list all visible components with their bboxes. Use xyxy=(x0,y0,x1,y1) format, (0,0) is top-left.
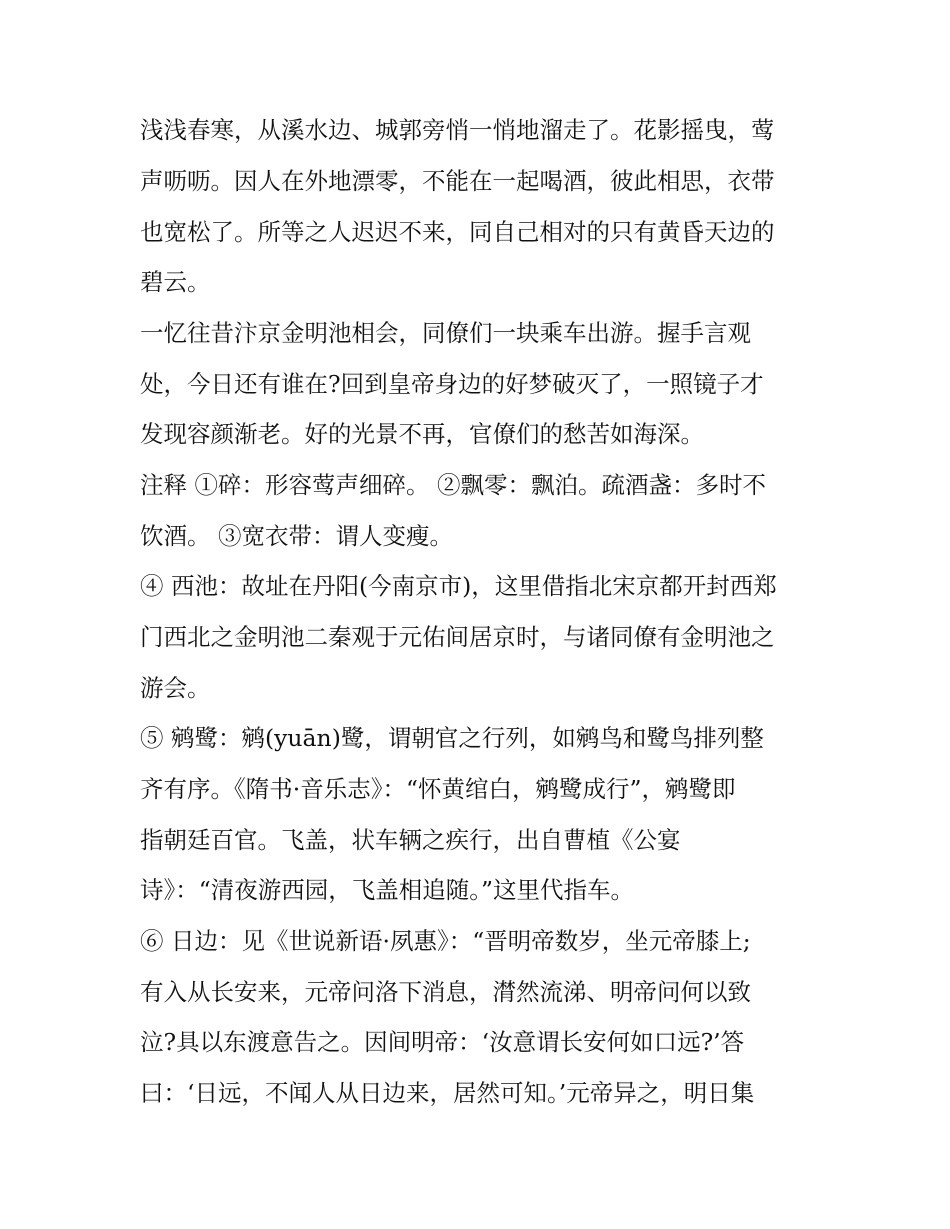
text-line: 浅浅春寒，从溪水边、城郭旁悄一悄地溜走了。花影摇曳，莺 xyxy=(140,116,775,144)
text-line: 曰：‘日远，不闻人从日边来，居然可知。’元帝异之，明日集 xyxy=(140,1079,755,1107)
text-line: 声呖呖。因人在外地漂零，不能在一起喝酒，彼此相思，衣带 xyxy=(140,167,775,195)
text-line: 注释 ①碎：形容莺声细碎。 ②飘零：飘泊。疏酒盏：多时不 xyxy=(140,471,766,499)
text-line: 也宽松了。所等之人迟迟不来，同自己相对的只有黄昏天边的 xyxy=(140,218,775,246)
text-line: 指朝廷百官。飞盖，状车辆之疾行，出自曹植《公宴 xyxy=(140,826,681,854)
text-line: ⑥ 日边：见《世说新语·夙惠》：“晋明帝数岁，坐元帝膝上; xyxy=(140,927,751,955)
text-line: 一忆往昔汴京金明池相会，同僚们一块乘车出游。握手言观 xyxy=(140,319,751,347)
text-line: 处，今日还有谁在?回到皇帝身边的好梦破灭了，一照镜子才 xyxy=(140,370,764,398)
text-line: 发现容颜渐老。好的光景不再，官僚们的愁苦如海深。 xyxy=(140,420,704,448)
text-line: ④ 西池：故址在丹阳(今南京市)，这里借指北宋京都开封西郑 xyxy=(140,572,777,600)
text-line: 饮酒。 ③宽衣带：谓人变瘦。 xyxy=(140,522,453,550)
text-line: 齐有序。《隋书·音乐志》：“怀黄绾白，鹓鹭成行”，鹓鹭即 xyxy=(140,775,736,803)
text-line: 门西北之金明池二秦观于元佑间居京时，与诸同僚有金明池之 xyxy=(140,623,775,651)
text-line: 有入从长安来，元帝问洛下消息，潸然流涕、明帝问何以致 xyxy=(140,978,751,1006)
text-line: 碧云。 xyxy=(140,268,211,296)
text-line: 诗》：“清夜游西园，飞盖相追随。”这里代指车。 xyxy=(140,876,635,904)
text-line: 泣?具以东渡意告之。因间明帝：‘汝意谓长安何如口远?’答 xyxy=(140,1028,745,1056)
text-line: ⑤ 鹓鹭：鹓(yuān)鹭，谓朝官之行列，如鹓鸟和鹭鸟排列整 xyxy=(140,724,764,752)
text-line: 游会。 xyxy=(140,674,211,702)
